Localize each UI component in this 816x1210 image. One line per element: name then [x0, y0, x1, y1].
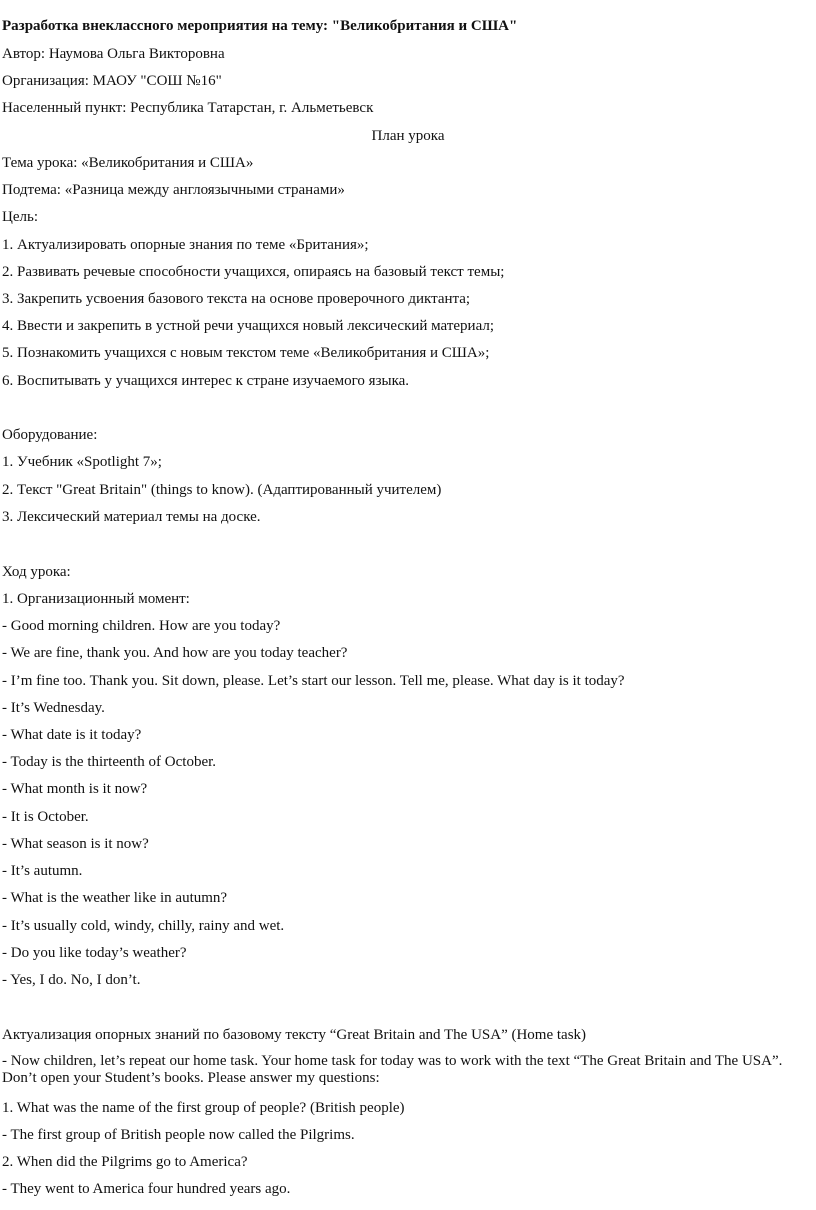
actualization-line: - The first group of British people now called the Pilgrims. [2, 1127, 355, 1143]
plan-heading [0, 127, 816, 145]
lesson-line: - I’m fine too. Thank you. Sit down, please. Let’s start our lesson. Tell me, please. What day is it today? [2, 673, 625, 689]
author-line: Автор: Наумова Ольга Викторовна [2, 46, 225, 62]
equipment-label: Оборудование: [2, 427, 98, 443]
lesson-line: 1. Организационный момент: [2, 591, 190, 607]
lesson-line: - It’s usually cold, windy, chilly, rainy and wet. [2, 918, 285, 934]
lesson-line: - Today is the thirteenth of October. [2, 754, 217, 770]
goal-item: 2. Развивать речевые способности учащихся, опираясь на базовый текст темы; [2, 264, 505, 280]
goal-item: 5. Познакомить учащихся с новым текстом теме «Великобритания и США»; [2, 345, 490, 361]
lesson-line: - Yes, I do. No, I don’t. [2, 972, 141, 988]
lesson-line: - What is the weather like in autumn? [2, 890, 228, 906]
topic-line: Тема урока: «Великобритания и США» [2, 155, 254, 171]
goal-item: 6. Воспитывать у учащихся интерес к стране изучаемого языка. [2, 373, 410, 389]
goal-item: 3. Закрепить усвоения базового текста на основе проверочного диктанта; [2, 291, 471, 307]
goal-label: Цель: [2, 209, 38, 225]
goal-item: 1. Актуализировать опорные знания по теме «Британия»; [2, 237, 369, 253]
lesson-line: - What month is it now? [2, 781, 148, 797]
actualization-line: 1. What was the name of the first group of people? (British people) [2, 1100, 405, 1116]
actualization-line: - They went to America four hundred years ago. [2, 1181, 291, 1197]
lesson-line: - It is October. [2, 809, 89, 825]
lesson-line: - Good morning children. How are you today? [2, 618, 281, 634]
lesson-line: - What date is it today? [2, 727, 142, 743]
location-line: Населенный пункт: Республика Татарстан, г. Альметьевск [2, 100, 374, 116]
document-title: Разработка внеклассного мероприятия на тему: "Великобритания и США" [2, 18, 518, 34]
lesson-line: - What season is it now? [2, 836, 149, 852]
lesson-line: - It’s Wednesday. [2, 700, 105, 716]
equipment-item: 3. Лексический материал темы на доске. [2, 509, 261, 525]
equipment-item: 1. Учебник «Spotlight 7»; [2, 454, 162, 470]
lesson-line: - We are fine, thank you. And how are you today teacher? [2, 645, 348, 661]
lesson-line: - It’s autumn. [2, 863, 83, 879]
plan-heading-text: План урока [371, 128, 445, 144]
equipment-item: 2. Текст "Great Britain" (things to know). (Адаптированный учителем) [2, 482, 442, 498]
lesson-line: - Do you like today’s weather? [2, 945, 187, 961]
goal-item: 4. Ввести и закрепить в устной речи учащихся новый лексический материал; [2, 318, 495, 334]
lesson-label: Ход урока: [2, 564, 71, 580]
subtopic-line: Подтема: «Разница между англоязычными странами» [2, 182, 345, 198]
actualization-heading: Актуализация опорных знаний по базовому тексту “Great Britain and The USA” (Home task) [2, 1027, 587, 1043]
actualization-line: 2. When did the Pilgrims go to America? [2, 1154, 248, 1170]
organization-line: Организация: МАОУ "СОШ №16" [2, 73, 222, 89]
actualization-intro: - Now children, let’s repeat our home task. Your home task for today was to work with the text “The Great Britain and The USA”. Don’t open your Student’s books. Please answer my questions: [2, 1053, 783, 1086]
